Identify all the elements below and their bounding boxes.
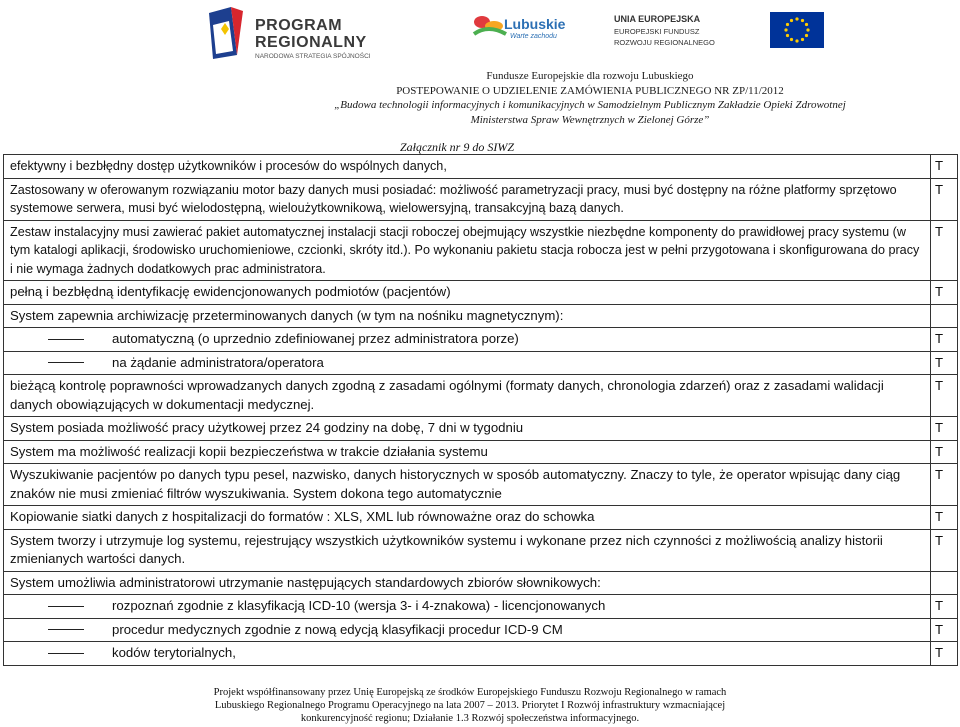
requirement-mark [931,304,958,328]
requirement-mark: T [931,529,958,571]
table-row [4,571,958,595]
table-row [4,155,958,179]
requirement-cell: Zestaw instalacyjny musi zawierać pakiet automatycznej instalacji stacji roboczej obejmujący wszystkie niezbędne komponenty do prawidłowej pracy systemu (w tym katalogi aplikacji, środowisko uruchomieniowe, czcionki, skróty itd.). Po wykonaniu pakietu stacja robocza jest w pełni przygotowana i skonfigurowana do pracy i nie wymaga żadnych dodatkowych prac administratora. [4,220,931,281]
requirement-cell: System umożliwia administratorowi utrzymanie następujących standardowych zbiorów słownikowych: [4,571,931,595]
table-row [4,618,958,642]
requirement-mark: T [931,220,958,281]
requirement-cell: Zastosowany w oferowanym rozwiązaniu motor bazy danych musi posiadać: możliwość parametryzacji pracy, musi być dostępny na różne platformy sprzętowo systemowe serwera, musi być wielodostępną, wieloużytkownikową, wielowersyjną, transakcyjną bazą danych. [4,178,931,220]
requirement-mark: T [931,281,958,305]
lubuskie-tagline: Warte zachodu [510,33,557,40]
eu-stars-icon [770,12,824,48]
requirement-text: rozpoznań zgodnie z klasyfikacją ICD-10 (wersja 3- i 4-znakowa) - licencjonowanych [112,598,606,613]
table-row [4,464,958,506]
requirement-text: procedur medycznych zgodnie z nową edycją klasyfikacji procedur ICD-9 CM [112,621,563,637]
requirement-cell [4,618,931,642]
dash-bullet-icon [48,606,84,607]
requirement-mark: T [931,440,958,464]
lubuskie-logo [470,8,566,48]
table-row [4,417,958,441]
dash-bullet-icon [48,629,84,630]
table-row [4,351,958,375]
table-row [4,642,958,666]
requirement-mark: T [931,155,958,179]
program-logo-line3: NARODOWA STRATEGIA SPÓJNOŚCI [255,53,371,60]
eu-line1: UNIA EUROPEJSKA [614,14,701,24]
requirement-cell: pełną i bezbłędną identyfikację ewidencjonowanych podmiotów (pacjentów) [4,281,931,305]
footer-line3: konkurencyjność regionu; Działanie 1.3 Rozwój społeczeństwa informacyjnego. [300,713,640,724]
requirement-mark: T [931,417,958,441]
table-row [4,506,958,530]
requirement-mark: T [931,178,958,220]
project-line: „Budowa technologii informacyjnych i komunikacyjnych w Samodzielnym Publicznym Zakładzie Opieki Zdrowotnej [334,99,846,111]
requirements-body [4,155,958,666]
table-row [4,529,958,571]
eu-line3: ROZWOJU REGIONALNEGO [614,38,715,47]
table-row [4,375,958,417]
requirement-cell: bieżącą kontrolę poprawności wprowadzanych danych zgodną z zasadami ogólnymi (formaty danych, chronologia zdarzeń) oraz z zasadami walidacji danych obowiązujących w dokumentacji medycznej. [4,375,931,417]
dash-bullet-icon [48,362,84,363]
requirement-cell: Kopiowanie siatki danych z hospitalizacji do formatów : XLS, XML lub równoważne oraz do schowka [4,506,931,530]
lubuskie-name: Lubuskie [504,16,566,32]
table-row [4,304,958,328]
footer-line2: Lubuskiego Regionalnego Programu Operacyjnego na lata 2007 – 2013. Priorytet I Rozwój infrastruktury wzmacniającej [214,700,726,711]
requirement-cell: System ma możliwość realizacji kopii bezpieczeństwa w trakcie działania systemu [4,440,931,464]
requirement-text: kodów terytorialnych, [112,645,236,660]
dash-bullet-icon [48,339,84,340]
requirement-mark: T [931,506,958,530]
dash-bullet-icon [48,653,84,654]
program-logo-line2: REGIONALNY [255,34,367,51]
requirement-cell: System tworzy i utrzymuje log systemu, rejestrujący wszystkich użytkowników systemu i wykonane przez nich czynności z możliwością analizy historii zmienianych wartości danych. [4,529,931,571]
requirement-cell [4,642,931,666]
requirement-mark: T [931,618,958,642]
requirements-table [3,154,958,666]
eu-logo [614,10,754,50]
table-row [4,440,958,464]
requirement-mark: T [931,351,958,375]
header-lines [210,69,960,127]
eu-flag [770,12,824,48]
requirement-cell: Wyszukiwanie pacjentów po danych typu pesel, nazwisko, danych historycznych w sposób automatyczny. Znaczy to tyle, że operator wpisując dany ciąg znaków nie musi zmieniać filtrów wyszukiwania. System dokona tego automatycznie [4,464,931,506]
requirement-mark: T [931,642,958,666]
table-row [4,595,958,619]
requirement-mark: T [931,375,958,417]
requirement-cell [4,351,931,375]
requirement-cell: System zapewnia archiwizację przeterminowanych danych (w tym na nośniku magnetycznym): [4,304,931,328]
ministry-line: Ministerstwa Spraw Wewnętrznych w Zielonej Górze” [470,113,710,126]
footer-line1: Projekt współfinansowany przez Unię Europejską ze środków Europejskiego Funduszu Rozwoju Regionalnego w ramach [213,687,727,698]
fund-line: Fundusze Europejskie dla rozwoju Lubuskiego [486,70,694,82]
footer [170,686,770,725]
eu-line2: EUROPEJSKI FUNDUSZ [614,27,700,36]
table-row [4,178,958,220]
requirement-cell: efektywny i bezbłędny dostęp użytkowników i procesów do wspólnych danych, [4,155,931,179]
table-row [4,328,958,352]
requirement-cell [4,595,931,619]
requirement-text: na żądanie administratora/operatora [112,354,324,370]
requirement-text: automatyczną (o uprzednio zdefiniowanej przez administratora porze) [112,331,519,346]
requirement-cell: System posiada możliwość pracy użytkowej przez 24 godziny na dobę, 7 dni w tygodniu [4,417,931,441]
program-regionalny-logo [207,5,407,63]
procedure-line: POSTEPOWANIE O UDZIELENIE ZAMÓWIENIA PUBLICZNEGO NR ZP/11/2012 [396,84,784,97]
program-logo-line1: PROGRAM [255,17,343,34]
requirement-mark: T [931,328,958,352]
attachment-label: Załącznik nr 9 do SIWZ [400,140,514,154]
requirement-cell [4,328,931,352]
requirement-mark: T [931,464,958,506]
table-row [4,281,958,305]
requirement-mark: T [931,595,958,619]
requirement-mark [931,571,958,595]
table-row [4,220,958,281]
